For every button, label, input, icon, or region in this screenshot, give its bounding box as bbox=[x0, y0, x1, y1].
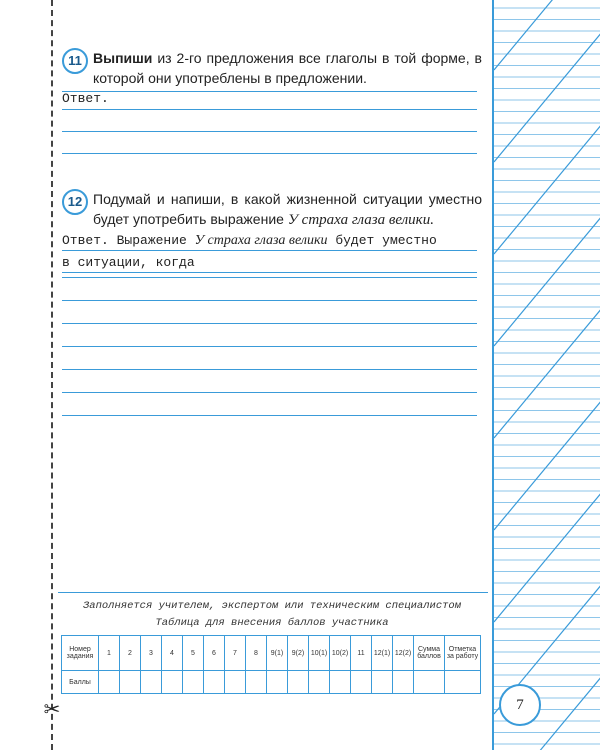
score-col-header: 9(1) bbox=[267, 636, 288, 671]
cut-line bbox=[51, 0, 53, 750]
answer-12-line-8[interactable] bbox=[62, 392, 477, 393]
score-cell[interactable] bbox=[225, 671, 246, 694]
task-11-body: из 2-го предложения все глаголы в той форме, в которой они употреблены в предложении. bbox=[93, 50, 482, 86]
score-cell[interactable] bbox=[267, 671, 288, 694]
score-col-header: 3 bbox=[141, 636, 162, 671]
score-table-header-row bbox=[62, 636, 481, 671]
answer-12-line-6[interactable] bbox=[62, 346, 477, 347]
score-col-header: 8 bbox=[246, 636, 267, 671]
score-cell[interactable] bbox=[141, 671, 162, 694]
score-cell[interactable] bbox=[372, 671, 393, 694]
score-cell[interactable] bbox=[183, 671, 204, 694]
score-cell[interactable] bbox=[162, 671, 183, 694]
answer-12-line-9[interactable] bbox=[62, 415, 477, 416]
teacher-caption: Таблица для внесения баллов участника bbox=[155, 617, 389, 629]
score-col-header: 6 bbox=[204, 636, 225, 671]
answer-11-line-3[interactable] bbox=[62, 131, 477, 132]
score-col-header: 5 bbox=[183, 636, 204, 671]
score-cell[interactable] bbox=[351, 671, 372, 694]
score-col-header: 7 bbox=[225, 636, 246, 671]
answer-12-line-5[interactable] bbox=[62, 323, 477, 324]
score-table bbox=[61, 635, 481, 694]
answer-12-line-1[interactable] bbox=[62, 232, 477, 251]
score-col-header: 12(1) bbox=[372, 636, 393, 671]
page-number: 7 bbox=[499, 684, 541, 726]
score-table-row-label: Баллы bbox=[62, 671, 99, 694]
task-11-lead: Выпиши bbox=[93, 50, 153, 66]
score-cell[interactable] bbox=[204, 671, 225, 694]
answer-12-prefix: Выражение bbox=[116, 233, 195, 248]
score-cell[interactable] bbox=[246, 671, 267, 694]
score-col-header: 11 bbox=[351, 636, 372, 671]
task-11-text bbox=[93, 48, 482, 88]
answer-12-label: Ответ. bbox=[62, 233, 109, 248]
task-12 bbox=[62, 189, 482, 230]
task-number-badge: 11 bbox=[62, 48, 88, 74]
score-col-header: 10(1) bbox=[309, 636, 330, 671]
answer-11-line-4[interactable] bbox=[62, 153, 477, 154]
score-table-row-header: Номер задания bbox=[62, 636, 99, 671]
answer-12-line-2[interactable] bbox=[62, 254, 477, 273]
score-cell[interactable] bbox=[309, 671, 330, 694]
score-mark-header: Отметка за работу bbox=[445, 636, 481, 671]
ruled-margin-pattern bbox=[494, 0, 600, 750]
score-sum-cell[interactable] bbox=[414, 671, 445, 694]
score-cell[interactable] bbox=[393, 671, 414, 694]
answer-12-phrase: У страха глаза велики bbox=[194, 233, 328, 248]
score-cell[interactable] bbox=[330, 671, 351, 694]
score-col-header: 1 bbox=[99, 636, 120, 671]
answer-11-line-1[interactable] bbox=[62, 91, 477, 92]
teacher-note: Заполняется учителем, экспертом или техническим специалистом bbox=[82, 600, 462, 612]
score-mark-cell[interactable] bbox=[445, 671, 481, 694]
answer-11-line-2[interactable] bbox=[62, 109, 477, 110]
answer-11-label: Ответ. bbox=[62, 91, 109, 106]
answer-12-line-7[interactable] bbox=[62, 369, 477, 370]
score-table-values-row bbox=[62, 671, 481, 694]
answer-12-line2-text: в ситуации, когда bbox=[62, 255, 195, 270]
task-12-body: Подумай и напиши, в какой жизненной ситуации уместно будет употребить выражение bbox=[93, 191, 482, 227]
score-col-header: 2 bbox=[120, 636, 141, 671]
score-cell[interactable] bbox=[99, 671, 120, 694]
teacher-divider bbox=[58, 592, 488, 593]
answer-12-suffix: будет уместно bbox=[327, 233, 437, 248]
task-12-text bbox=[93, 189, 482, 230]
task-12-phrase: У страха глаза велики. bbox=[287, 212, 434, 228]
score-col-header: 4 bbox=[162, 636, 183, 671]
score-cell[interactable] bbox=[288, 671, 309, 694]
task-number-badge: 12 bbox=[62, 189, 88, 215]
answer-12-line-3[interactable] bbox=[62, 277, 477, 278]
score-col-header: 10(2) bbox=[330, 636, 351, 671]
answer-12-line-4[interactable] bbox=[62, 300, 477, 301]
score-sum-header: Сумма баллов bbox=[414, 636, 445, 671]
score-cell[interactable] bbox=[120, 671, 141, 694]
score-col-header: 9(2) bbox=[288, 636, 309, 671]
scissors-icon: ✂ bbox=[43, 699, 61, 721]
ruled-margin-strip bbox=[492, 0, 600, 750]
score-col-header: 12(2) bbox=[393, 636, 414, 671]
task-11 bbox=[62, 48, 482, 88]
